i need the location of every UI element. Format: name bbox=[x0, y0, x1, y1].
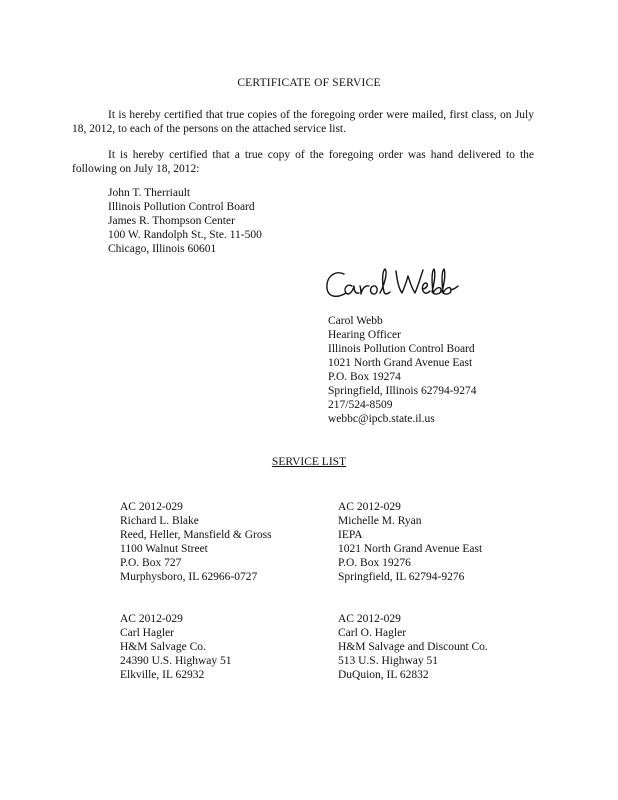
signer-email: webbc@ipcb.state.il.us bbox=[328, 413, 435, 425]
signer-line: P.O. Box 19274 bbox=[328, 371, 401, 383]
recipient-line: John T. Therriault bbox=[108, 187, 191, 199]
service-list-title: SERVICE LIST bbox=[271, 456, 347, 468]
signature-block bbox=[328, 314, 477, 426]
service-entry bbox=[338, 500, 482, 584]
service-entry-line: Elkville, IL 62932 bbox=[120, 669, 205, 681]
service-entry-line: Carl Hagler bbox=[120, 627, 174, 639]
service-entry-line: Richard L. Blake bbox=[120, 515, 199, 527]
service-entry-line: Springfield, IL 62794-9276 bbox=[338, 571, 465, 583]
service-entry bbox=[120, 500, 272, 584]
signer-line: Illinois Pollution Control Board bbox=[328, 343, 475, 355]
service-entry-line: H&M Salvage Co. bbox=[120, 641, 206, 653]
signer-phone: 217/524-8509 bbox=[328, 399, 393, 411]
service-entry-line: Reed, Heller, Mansfield & Gross bbox=[120, 529, 272, 541]
service-entry-line: H&M Salvage and Discount Co. bbox=[338, 641, 488, 653]
service-entry-line: 1021 North Grand Avenue East bbox=[338, 543, 483, 555]
service-entry-line: 513 U.S. Highway 51 bbox=[338, 655, 438, 667]
service-entry-line: AC 2012-029 bbox=[120, 613, 183, 625]
handwritten-signature bbox=[322, 262, 462, 306]
service-entry-line: Michelle M. Ryan bbox=[338, 515, 422, 527]
certificate-title: CERTIFICATE OF SERVICE bbox=[237, 77, 381, 89]
recipient-line: Chicago, Illinois 60601 bbox=[108, 243, 217, 255]
recipient-address-block bbox=[108, 186, 262, 256]
service-entry-line: 1100 Walnut Street bbox=[120, 543, 208, 555]
service-entry-line: AC 2012-029 bbox=[338, 613, 401, 625]
service-entry-line: AC 2012-029 bbox=[120, 501, 183, 513]
signer-title: Hearing Officer bbox=[328, 329, 401, 341]
recipient-line: 100 W. Randolph St., Ste. 11-500 bbox=[108, 229, 262, 241]
service-entry-line: P.O. Box 19276 bbox=[338, 557, 411, 569]
service-entry-line: Carl O. Hagler bbox=[338, 627, 407, 639]
signer-name: Carol Webb bbox=[328, 315, 383, 327]
service-entry bbox=[120, 612, 232, 682]
service-entry-line: DuQuion, IL 62832 bbox=[338, 669, 429, 681]
service-entry-line: P.O. Box 727 bbox=[120, 557, 182, 569]
service-entry bbox=[338, 612, 488, 682]
service-entry-line: 24390 U.S. Highway 51 bbox=[120, 655, 232, 667]
signer-line: Springfield, Illinois 62794-9274 bbox=[328, 385, 477, 397]
service-entry-line: AC 2012-029 bbox=[338, 501, 401, 513]
recipient-line: Illinois Pollution Control Board bbox=[108, 201, 255, 213]
service-entry-line: IEPA bbox=[338, 529, 363, 541]
signer-line: 1021 North Grand Avenue East bbox=[328, 357, 473, 369]
certificate-paragraph-mailed: It is hereby certified that true copies of the foregoing order were mailed, first class, on July 18, 2012, to each of the persons on the attached service list. bbox=[72, 109, 534, 135]
service-entry-line: Murphysboro, IL 62966-0727 bbox=[120, 571, 258, 583]
recipient-line: James R. Thompson Center bbox=[108, 215, 235, 227]
certificate-paragraph-hand-delivered: It is hereby certified that a true copy of the foregoing order was hand delivered to the following on July 18, 2012: bbox=[72, 149, 534, 175]
